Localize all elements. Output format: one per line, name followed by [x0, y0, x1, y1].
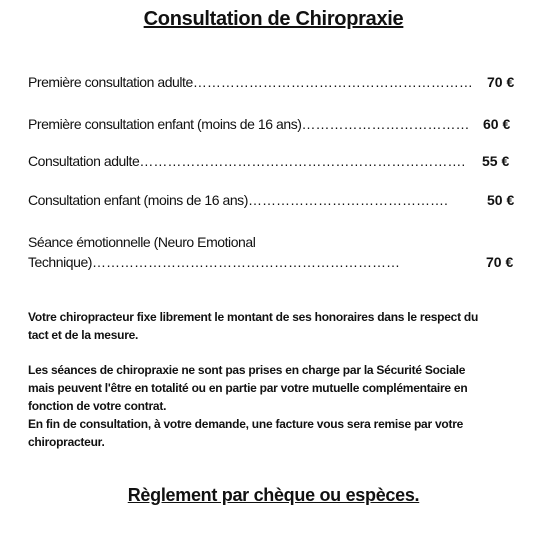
tarif-row-premiere-adulte — [28, 73, 473, 91]
paragraph-line: fonction de votre contrat. — [28, 399, 167, 413]
tarif-row-adulte — [28, 152, 465, 170]
tarif-label: Première consultation enfant (moins de 16 ans) — [28, 116, 302, 132]
tarif-label: Première consultation adulte — [28, 74, 193, 90]
leader-dots: …………………………………………………… — [192, 74, 473, 90]
tarif-price: 50 € — [487, 192, 515, 208]
honoraires-paragraph — [28, 308, 516, 344]
tarif-row-seance-emotionnelle-line1 — [28, 233, 255, 251]
paragraph-line: mais peuvent l'être en totalité ou en partie par votre mutuelle complémentaire en — [28, 381, 468, 395]
tarif-label: Consultation enfant (moins de 16 ans) — [28, 192, 248, 208]
tarif-label: Séance émotionnelle (Neuro Emotional — [28, 234, 256, 250]
tarif-label: Consultation adulte — [28, 153, 140, 169]
tarif-row-seance-emotionnelle-line2 — [28, 253, 400, 271]
paragraph-line: tact et de la mesure. — [28, 328, 139, 342]
prise-en-charge-paragraph — [28, 361, 516, 451]
tarif-row-enfant — [28, 191, 448, 209]
tarif-label: Technique) — [28, 254, 92, 270]
leader-dots: ………………………………………………………… — [92, 254, 400, 270]
tarif-price: 55 € — [482, 153, 510, 169]
leader-dots: ……………………………… — [301, 116, 470, 132]
payment-note: Règlement par chèque ou espèces. — [127, 485, 420, 505]
paragraph-line: Votre chiropracteur fixe librement le montant de ses honoraires dans le respect du — [28, 310, 479, 324]
tarif-price: 60 € — [483, 116, 511, 132]
page-title: Consultation de Chiropraxie — [143, 8, 404, 30]
leader-dots: ……………………………………. — [247, 192, 448, 208]
leader-dots: ……………………………………………………………. — [139, 153, 466, 169]
paragraph-line: Les séances de chiropraxie ne sont pas prises en charge par la Sécurité Sociale — [28, 363, 466, 377]
tarif-row-premiere-enfant — [28, 115, 469, 133]
paragraph-line: chiropracteur. — [28, 435, 105, 449]
tarif-price: 70 € — [487, 74, 515, 90]
tarif-price: 70 € — [486, 254, 514, 270]
paragraph-line: En fin de consultation, à votre demande, une facture vous sera remise par votre — [28, 417, 464, 431]
